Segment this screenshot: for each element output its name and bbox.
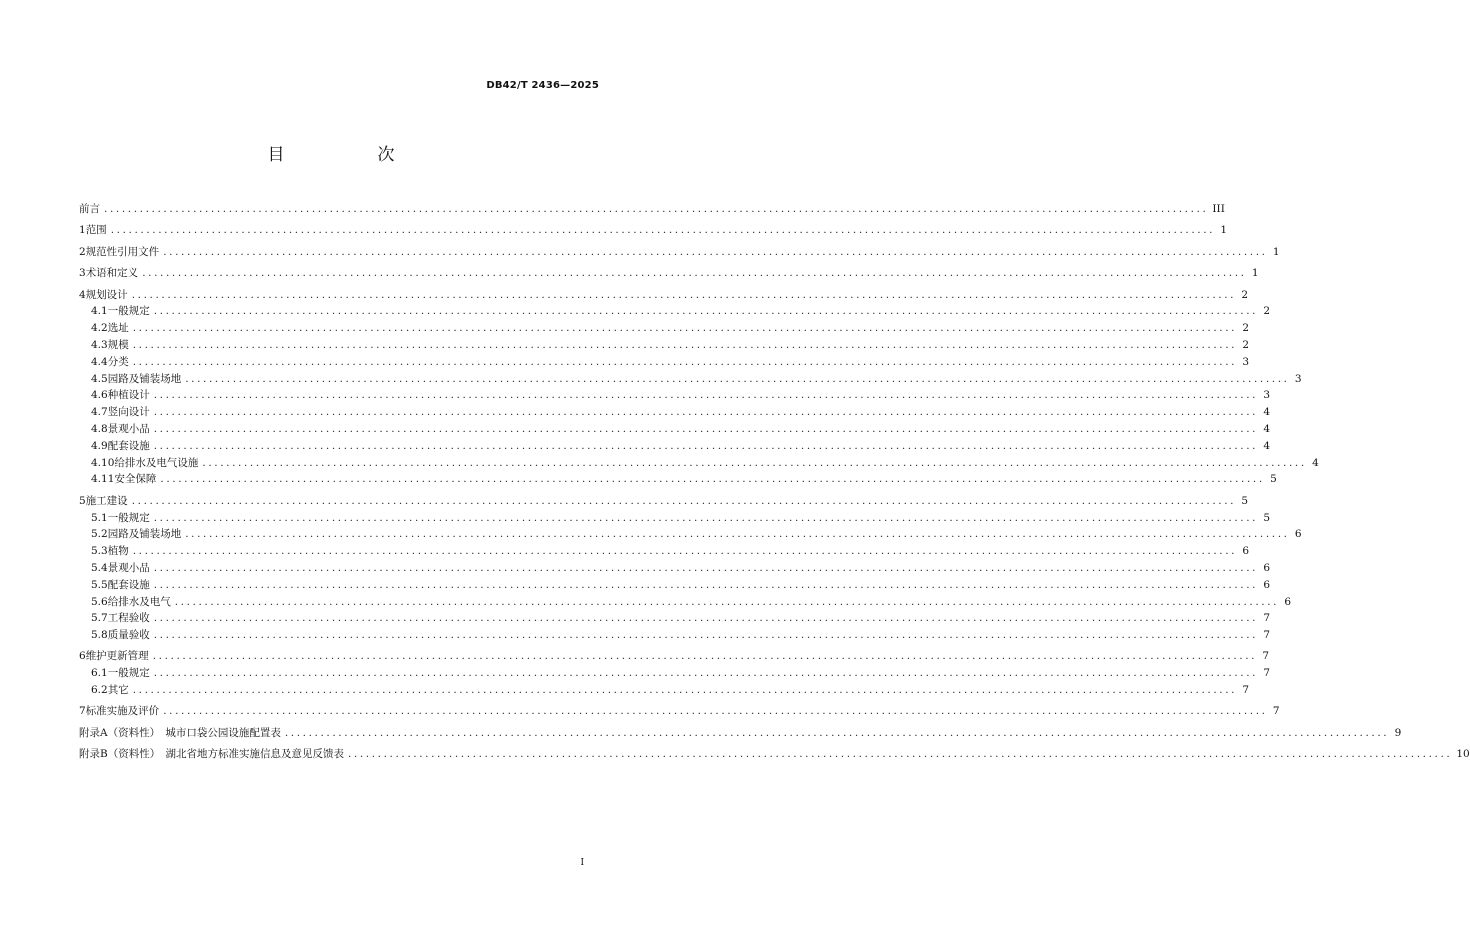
- toc-entry[interactable]: [79, 725, 1402, 742]
- toc-entry[interactable]: [79, 455, 1319, 472]
- page-number: I: [580, 858, 584, 868]
- toc-entry[interactable]: [79, 682, 1250, 699]
- toc-entry[interactable]: [79, 303, 1271, 320]
- toc-leader-dots: ..........................................................................................................................................................................................: [185, 528, 1290, 541]
- toc-entry-number: 4.6: [91, 389, 108, 402]
- toc-leader-dots: ..........................................................................................................................................................................................: [132, 545, 1238, 558]
- toc-entry-page: 5: [1270, 473, 1277, 486]
- toc-entry-number: 1: [79, 224, 86, 237]
- toc-entry-title: 选址: [107, 322, 129, 335]
- toc-leader-dots: ..........................................................................................................................................................................................: [153, 439, 1259, 452]
- toc-entry-number: 5: [79, 494, 86, 507]
- toc-entry[interactable]: [79, 265, 1259, 282]
- toc-entry-number: 5.7: [91, 612, 108, 625]
- toc-entry-number: 4.8: [91, 422, 108, 435]
- toc-leader-dots: ..........................................................................................................................................................................................: [153, 389, 1259, 402]
- toc-leader-dots: ..........................................................................................................................................................................................: [153, 612, 1259, 625]
- toc-entry-number: 5.3: [91, 545, 108, 558]
- toc-entry-page: 1: [1251, 267, 1259, 280]
- toc-entry-title: 一般规定: [107, 667, 150, 680]
- toc-entry-title: 附录B（资料性） 湖北省地方标准实施信息及意见反馈表: [79, 748, 344, 761]
- toc-entry-title: 附录A（资料性） 城市口袋公园设施配置表: [79, 726, 281, 739]
- toc-entry-page: 9: [1394, 726, 1402, 739]
- toc-leader-dots: ..........................................................................................................................................................................................: [132, 355, 1238, 368]
- toc-entry-page: 5: [1241, 494, 1249, 507]
- toc-entry[interactable]: [79, 665, 1271, 682]
- toc-entry-title: 配套设施: [107, 439, 150, 452]
- toc-entry-title: 种植设计: [107, 389, 150, 402]
- toc-leader-dots: ..........................................................................................................................................................................................: [163, 705, 1268, 718]
- toc-leader-dots: ..........................................................................................................................................................................................: [163, 245, 1268, 258]
- toc-entry-title: 分类: [107, 355, 129, 368]
- toc-entry[interactable]: [79, 648, 1270, 665]
- toc-entry-title: 维护更新管理: [85, 650, 149, 663]
- toc-entry-title: 园路及铺装场地: [107, 528, 182, 541]
- toc-entry-page: 1: [1272, 245, 1280, 258]
- toc-entry-number: 6: [79, 650, 86, 663]
- toc-entry-page: 4: [1263, 406, 1271, 419]
- toc-entry[interactable]: [79, 244, 1280, 261]
- toc-entry-title: 前言: [79, 203, 100, 215]
- toc-entry-number: 4: [79, 288, 86, 301]
- toc-entry-title: 配套设施: [107, 578, 150, 591]
- toc-leader-dots: ..........................................................................................................................................................................................: [131, 494, 1237, 507]
- toc-leader-dots: ..........................................................................................................................................................................................: [153, 667, 1259, 680]
- toc-entry-page: 3: [1263, 389, 1271, 402]
- toc-entry-number: 4.4: [91, 355, 108, 368]
- toc-entry-title: 术语和定义: [85, 267, 139, 280]
- toc-entry-number: 5.4: [91, 561, 108, 574]
- toc-entry-page: 6: [1294, 528, 1302, 541]
- toc-entry-title: 植物: [107, 545, 129, 558]
- toc-entry-title: 施工建设: [85, 494, 128, 507]
- toc-entry-page: 7: [1242, 684, 1250, 697]
- toc-entry-number: 4.7: [91, 406, 108, 419]
- toc-entry-title: 标准实施及评价: [85, 705, 160, 718]
- toc-entry[interactable]: [79, 387, 1271, 404]
- toc-entry-number: 6.2: [91, 684, 108, 697]
- toc-leader-dots: ..........................................................................................................................................................................................: [132, 322, 1238, 335]
- toc-leader-dots: ..........................................................................................................................................................................................: [153, 578, 1259, 591]
- toc-leader-dots: ..........................................................................................................................................................................................: [153, 511, 1259, 524]
- toc-leader-dots: ..........................................................................................................................................................................................: [174, 595, 1280, 608]
- document-code: DB42/T 2436—2025: [486, 80, 599, 91]
- toc-entry-number: 5.8: [91, 629, 108, 642]
- toc-leader-dots: ..........................................................................................................................................................................................: [132, 684, 1238, 697]
- toc-title: 目 次: [267, 145, 433, 165]
- toc-leader-dots: ..........................................................................................................................................................................................: [153, 305, 1259, 318]
- toc-leader-dots: ..........................................................................................................................................................................................: [160, 473, 1265, 486]
- toc-entry-page: 6: [1263, 561, 1271, 574]
- toc-entry-title: 景观小品: [107, 422, 150, 435]
- toc-entry-number: 6.1: [91, 667, 108, 680]
- toc-entry[interactable]: [79, 320, 1250, 337]
- toc-entry-number: 3: [79, 267, 86, 280]
- toc-entry-page: 2: [1241, 288, 1249, 301]
- toc-entry[interactable]: [79, 201, 1225, 218]
- toc-entry-number: 2: [79, 245, 86, 258]
- toc-leader-dots: ..........................................................................................................................................................................................: [284, 726, 1390, 739]
- toc-entry-page: 6: [1263, 578, 1271, 591]
- toc-entry[interactable]: [79, 287, 1249, 304]
- table-of-contents: [79, 201, 1470, 763]
- toc-entry[interactable]: [79, 404, 1271, 421]
- toc-entry-page: 3: [1242, 355, 1250, 368]
- toc-leader-dots: ..........................................................................................................................................................................................: [104, 203, 1209, 215]
- toc-entry-page: 2: [1263, 305, 1271, 318]
- toc-leader-dots: ..........................................................................................................................................................................................: [153, 629, 1259, 642]
- toc-leader-dots: ..........................................................................................................................................................................................: [185, 372, 1290, 385]
- toc-entry-page: 7: [1263, 667, 1271, 680]
- toc-entry-number: 5.2: [91, 528, 108, 541]
- toc-entry-page: 4: [1263, 422, 1271, 435]
- toc-entry-title: 园路及铺装场地: [107, 372, 182, 385]
- toc-entry-number: 4.3: [91, 338, 108, 351]
- toc-entry-title: 安全保障: [114, 473, 157, 486]
- toc-entry-number: 4.10: [91, 456, 115, 469]
- toc-entry-page: 4: [1312, 456, 1319, 469]
- toc-entry-number: 5.5: [91, 578, 108, 591]
- toc-entry-page: 7: [1262, 650, 1270, 663]
- toc-entry-page: 7: [1263, 612, 1271, 625]
- toc-entry-number: 4.1: [91, 305, 108, 318]
- toc-entry-page: 6: [1242, 545, 1250, 558]
- toc-entry[interactable]: [79, 337, 1250, 354]
- toc-leader-dots: ..........................................................................................................................................................................................: [142, 267, 1247, 280]
- toc-entry-page: 2: [1242, 338, 1250, 351]
- toc-entry-page: 7: [1272, 705, 1280, 718]
- toc-entry-number: 4.11: [91, 473, 115, 486]
- toc-entry-title: 质量验收: [107, 629, 150, 642]
- toc-entry-title: 规范性引用文件: [85, 245, 160, 258]
- toc-entry-title: 其它: [107, 684, 129, 697]
- toc-entry-page: 3: [1294, 372, 1302, 385]
- toc-entry[interactable]: [79, 543, 1250, 560]
- toc-entry-number: 5.6: [91, 595, 108, 608]
- toc-entry[interactable]: [79, 438, 1271, 455]
- toc-leader-dots: ..........................................................................................................................................................................................: [153, 406, 1259, 419]
- toc-entry-page: III: [1212, 203, 1225, 215]
- toc-entry-page: 6: [1284, 595, 1292, 608]
- toc-entry-title: 规模: [107, 338, 129, 351]
- toc-entry-number: 7: [79, 705, 86, 718]
- toc-entry[interactable]: [79, 510, 1271, 527]
- toc-entry-title: 给排水及电气: [107, 595, 171, 608]
- toc-entry[interactable]: [79, 627, 1271, 644]
- toc-entry[interactable]: [79, 703, 1280, 720]
- toc-entry-page: 10: [1456, 748, 1470, 761]
- toc-entry[interactable]: [79, 371, 1302, 388]
- toc-entry-page: 1: [1220, 224, 1228, 237]
- toc-entry-title: 工程验收: [107, 612, 150, 625]
- toc-entry-number: 5.1: [91, 511, 108, 524]
- toc-entry-number: 4.9: [91, 439, 108, 452]
- toc-entry[interactable]: [79, 746, 1470, 763]
- toc-entry-title: 竖向设计: [107, 406, 150, 419]
- toc-entry[interactable]: [79, 610, 1271, 627]
- toc-entry[interactable]: [79, 577, 1271, 594]
- toc-entry-page: 4: [1263, 439, 1271, 452]
- toc-entry[interactable]: [79, 560, 1271, 577]
- toc-leader-dots: ..........................................................................................................................................................................................: [153, 422, 1259, 435]
- toc-entry-title: 规划设计: [85, 288, 128, 301]
- toc-leader-dots: ..........................................................................................................................................................................................: [110, 224, 1216, 237]
- toc-entry-title: 给排水及电气设施: [114, 456, 199, 469]
- toc-entry-title: 景观小品: [107, 561, 150, 574]
- toc-leader-dots: ..........................................................................................................................................................................................: [131, 288, 1237, 301]
- toc-leader-dots: ..........................................................................................................................................................................................: [132, 338, 1238, 351]
- toc-leader-dots: ..........................................................................................................................................................................................: [152, 650, 1258, 663]
- toc-entry-number: 4.5: [91, 372, 108, 385]
- toc-entry[interactable]: [79, 354, 1250, 371]
- toc-leader-dots: ..........................................................................................................................................................................................: [202, 456, 1307, 469]
- toc-entry[interactable]: [79, 526, 1302, 543]
- toc-entry-page: 5: [1263, 511, 1271, 524]
- toc-entry[interactable]: [79, 471, 1277, 488]
- toc-entry-title: 一般规定: [107, 305, 150, 318]
- toc-leader-dots: ..........................................................................................................................................................................................: [153, 561, 1259, 574]
- toc-entry[interactable]: [79, 594, 1292, 611]
- toc-entry-title: 一般规定: [107, 511, 150, 524]
- toc-entry[interactable]: [79, 421, 1271, 438]
- toc-leader-dots: ..........................................................................................................................................................................................: [347, 748, 1453, 761]
- toc-entry-title: 范围: [85, 224, 107, 237]
- toc-entry-page: 7: [1263, 629, 1271, 642]
- toc-entry-number: 4.2: [91, 322, 108, 335]
- toc-entry[interactable]: [79, 222, 1228, 239]
- toc-entry-page: 2: [1242, 322, 1250, 335]
- toc-entry[interactable]: [79, 493, 1249, 510]
